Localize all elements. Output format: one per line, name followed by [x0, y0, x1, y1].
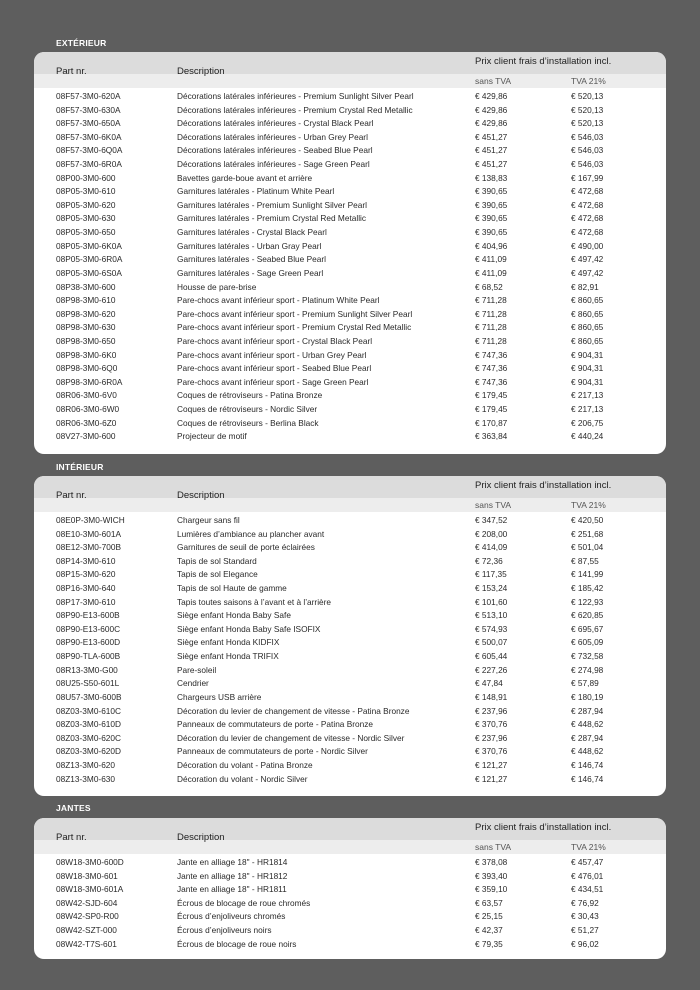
price-sans-tva: € 429,86: [475, 91, 508, 101]
price-tva: € 440,24: [571, 431, 604, 442]
part-number: 08P38-3M0-600: [56, 281, 116, 292]
part-number: 08W18-3M0-600D: [56, 857, 124, 867]
column-header-tva: TVA 21%: [571, 500, 606, 510]
price-sans-tva: € 711,28: [475, 322, 507, 333]
table-row: [34, 281, 666, 295]
part-number: 08F57-3M0-6R0A: [56, 159, 122, 170]
price-tva: € 472,68: [571, 227, 604, 238]
table-row: [34, 144, 666, 158]
description: Garnitures latérales - Crystal Black Pearl: [177, 227, 327, 238]
price-sans-tva: € 429,86: [475, 118, 508, 129]
part-number: 08Z03-3M0-610D: [56, 719, 122, 730]
description: Tapis toutes saisons à l’avant et à l’arrière: [177, 596, 332, 607]
part-number: 08F57-3M0-6K0A: [56, 131, 122, 142]
description: Décoration du volant - Patina Bronze: [177, 759, 313, 770]
price-tva: € 546,03: [571, 145, 604, 156]
column-header-part: Part nr.: [56, 66, 87, 77]
description: Projecteur de motif: [177, 431, 247, 442]
description: Garnitures latérales - Seabed Blue Pearl: [177, 254, 326, 265]
description: Pare-chocs avant inférieur sport - Sage Green Pearl: [177, 376, 369, 387]
table-row: [34, 117, 666, 131]
description: Coques de rétroviseurs - Berlina Black: [177, 417, 319, 428]
description: Pare-soleil: [177, 664, 217, 675]
part-number: 08Z13-3M0-620: [56, 759, 116, 770]
price-tva: € 520,13: [571, 104, 604, 115]
part-number: 08P98-3M0-6K0: [56, 349, 117, 360]
table-row: [34, 185, 666, 199]
part-number: 08P98-3M0-620: [56, 308, 116, 319]
part-number: 08U57-3M0-600B: [56, 691, 122, 702]
price-sans-tva: € 121,27: [475, 759, 508, 770]
table-body: [34, 854, 666, 951]
price-sans-tva: € 138,83: [475, 172, 508, 183]
part-number: 08R06-3M0-6Z0: [56, 417, 117, 428]
table-row: [34, 90, 666, 104]
description: Écrous d’enjoliveurs chromés: [177, 911, 286, 922]
part-number: 08P05-3M0-6R0A: [56, 254, 123, 265]
description: Siège enfant Honda Baby Safe ISOFIX: [177, 623, 321, 634]
price-tva: € 420,50: [571, 515, 604, 525]
column-header-price: Prix client frais d’installation incl.: [475, 480, 612, 491]
part-number: 08P14-3M0-610: [56, 555, 116, 566]
part-number: 08W42-SJD-604: [56, 897, 118, 908]
table-row: [34, 541, 666, 555]
description: Pare-chocs avant inférieur sport - Premium Sunlight Silver Pearl: [177, 308, 413, 319]
description: Décorations latérales inférieures - Sage Green Pearl: [177, 159, 370, 170]
price-sans-tva: € 347,52: [475, 515, 508, 525]
description: Jante en alliage 18" - HR1811: [177, 884, 287, 895]
part-number: 08W18-3M0-601A: [56, 884, 124, 895]
price-sans-tva: € 68,52: [475, 281, 503, 292]
description: Écrous de blocage de roue noirs: [177, 938, 297, 949]
price-tva: € 904,31: [571, 376, 604, 387]
table-row: [34, 568, 666, 582]
table-row: [34, 267, 666, 281]
column-header-sans-tva: sans TVA: [475, 500, 512, 510]
table-row: [34, 212, 666, 226]
price-sans-tva: € 747,36: [475, 376, 508, 387]
table-row: [34, 240, 666, 254]
table-row: [34, 636, 666, 650]
description: Coques de rétroviseurs - Patina Bronze: [177, 390, 323, 401]
price-tva: € 287,94: [571, 705, 604, 716]
table-row: [34, 403, 666, 417]
column-header-part: Part nr.: [56, 490, 87, 501]
description: Écrous d’enjoliveurs noirs: [177, 925, 272, 936]
price-sans-tva: € 605,44: [475, 651, 508, 662]
price-sans-tva: € 359,10: [475, 884, 508, 895]
price-tva: € 520,13: [571, 118, 604, 129]
part-number: 08F57-3M0-6Q0A: [56, 145, 123, 156]
description: Tapis de sol Haute de gamme: [177, 583, 287, 594]
description: Décorations latérales inférieures - Premium Crystal Red Metallic: [177, 104, 413, 115]
part-number: 08P98-3M0-610: [56, 295, 116, 306]
part-number: 08P05-3M0-6S0A: [56, 267, 122, 278]
price-tva: € 732,58: [571, 651, 604, 662]
price-tva: € 497,42: [571, 267, 604, 278]
part-number: 08W18-3M0-601: [56, 870, 118, 881]
price-sans-tva: € 148,91: [475, 691, 508, 702]
column-header-part: Part nr.: [56, 832, 87, 843]
table-row: [34, 349, 666, 363]
price-tva: € 122,93: [571, 596, 604, 607]
part-number: 08F57-3M0-630A: [56, 104, 121, 115]
part-number: 08P98-3M0-630: [56, 322, 116, 333]
price-tva: € 448,62: [571, 719, 604, 730]
price-sans-tva: € 79,35: [475, 938, 503, 949]
part-number: 08F57-3M0-620A: [56, 91, 121, 101]
part-number: 08P05-3M0-650: [56, 227, 116, 238]
price-sans-tva: € 208,00: [475, 528, 508, 539]
price-tva: € 96,02: [571, 938, 599, 949]
description: Garnitures de seuil de porte éclairées: [177, 542, 315, 553]
price-sans-tva: € 414,09: [475, 542, 508, 553]
price-tva: € 860,65: [571, 308, 604, 319]
table-row: [34, 199, 666, 213]
part-number: 08P17-3M0-610: [56, 596, 116, 607]
part-number: 08W42-SZT-000: [56, 925, 117, 936]
part-number: 08P90-E13-600C: [56, 623, 121, 634]
price-sans-tva: € 101,60: [475, 596, 508, 607]
price-sans-tva: € 390,65: [475, 227, 508, 238]
description: Pare-chocs avant inférieur sport - Crystal Black Pearl: [177, 335, 373, 346]
column-header-price: Prix client frais d’installation incl.: [475, 822, 612, 833]
table-row: [34, 514, 666, 528]
part-number: 08P98-3M0-650: [56, 335, 116, 346]
price-sans-tva: € 411,09: [475, 267, 507, 278]
description: Jante en alliage 18" - HR1812: [177, 870, 288, 881]
description: Chargeurs USB arrière: [177, 691, 262, 702]
price-sans-tva: € 370,76: [475, 719, 508, 730]
part-number: 08P05-3M0-610: [56, 186, 116, 197]
table-header: [34, 476, 666, 512]
description: Décorations latérales inférieures - Urban Grey Pearl: [177, 131, 368, 142]
price-tva: € 51,27: [571, 925, 599, 936]
price-sans-tva: € 451,27: [475, 159, 508, 170]
price-tva: € 501,04: [571, 542, 604, 553]
price-tva: € 87,55: [571, 555, 599, 566]
part-number: 08R06-3M0-6V0: [56, 390, 117, 401]
table-row: [34, 596, 666, 610]
description: Siège enfant Honda TRIFIX: [177, 651, 279, 662]
price-sans-tva: € 179,45: [475, 390, 508, 401]
description: Décoration du levier de changement de vitesse - Nordic Silver: [177, 732, 405, 743]
price-sans-tva: € 390,65: [475, 213, 508, 224]
price-sans-tva: € 390,65: [475, 186, 508, 197]
price-sans-tva: € 378,08: [475, 857, 508, 867]
part-number: 08Z13-3M0-630: [56, 773, 116, 784]
price-tva: € 206,75: [571, 417, 604, 428]
price-tva: € 695,67: [571, 623, 604, 634]
part-number: 08W42-T7S-601: [56, 938, 117, 949]
description: Pare-chocs avant inférieur sport - Urban Grey Pearl: [177, 349, 367, 360]
part-number: 08R13-3M0-G00: [56, 664, 118, 675]
table-row: [34, 131, 666, 145]
price-tva: € 287,94: [571, 732, 604, 743]
description: Décoration du levier de changement de vitesse - Patina Bronze: [177, 705, 410, 716]
part-number: 08E12-3M0-700B: [56, 542, 122, 553]
description: Garnitures latérales - Sage Green Pearl: [177, 267, 324, 278]
price-tva: € 546,03: [571, 131, 604, 142]
table-row: [34, 528, 666, 542]
description: Siège enfant Honda Baby Safe: [177, 610, 291, 621]
table-row: [34, 883, 666, 897]
price-sans-tva: € 390,65: [475, 199, 508, 210]
price-tva: € 520,13: [571, 91, 604, 101]
price-tva: € 30,43: [571, 911, 599, 922]
description: Décoration du volant - Nordic Silver: [177, 773, 308, 784]
price-sans-tva: € 711,28: [475, 308, 507, 319]
description: Tapis de sol Elegance: [177, 569, 258, 580]
part-number: 08Z03-3M0-620D: [56, 746, 122, 757]
price-sans-tva: € 393,40: [475, 870, 508, 881]
table-row: [34, 104, 666, 118]
description: Chargeur sans fil: [177, 515, 240, 525]
price-tva: € 497,42: [571, 254, 604, 265]
description: Cendrier: [177, 678, 209, 689]
part-number: 08P15-3M0-620: [56, 569, 116, 580]
price-sans-tva: € 429,86: [475, 104, 508, 115]
description: Tapis de sol Standard: [177, 555, 257, 566]
table-header: [34, 818, 666, 854]
price-tva: € 860,65: [571, 322, 604, 333]
part-number: 08R06-3M0-6W0: [56, 404, 120, 415]
price-sans-tva: € 404,96: [475, 240, 508, 251]
part-number: 08F57-3M0-650A: [56, 118, 121, 129]
part-number: 08P98-3M0-6Q0: [56, 363, 118, 374]
price-tva: € 904,31: [571, 349, 604, 360]
column-header-tva: TVA 21%: [571, 76, 606, 86]
price-tva: € 904,31: [571, 363, 604, 374]
description: Écrous de blocage de roue chromés: [177, 897, 311, 908]
table-row: [34, 417, 666, 431]
price-tva: € 860,65: [571, 335, 604, 346]
price-sans-tva: € 227,26: [475, 664, 508, 675]
table-row: [34, 664, 666, 678]
table-row: [34, 924, 666, 938]
table-row: [34, 705, 666, 719]
price-tva: € 457,47: [571, 857, 604, 867]
part-number: 08P05-3M0-620: [56, 199, 116, 210]
table-row: [34, 718, 666, 732]
price-tva: € 146,74: [571, 773, 604, 784]
table-row: [34, 650, 666, 664]
description: Garnitures latérales - Premium Sunlight Silver Pearl: [177, 199, 367, 210]
table-header: [34, 52, 666, 88]
price-tva: € 546,03: [571, 159, 604, 170]
description: Décorations latérales inférieures - Crystal Black Pearl: [177, 118, 374, 129]
description: Panneaux de commutateurs de porte - Patina Bronze: [177, 719, 374, 730]
price-tva: € 185,42: [571, 583, 604, 594]
parts-table-interieur: [34, 476, 666, 796]
price-tva: € 605,09: [571, 637, 604, 648]
price-tva: € 180,19: [571, 691, 604, 702]
price-sans-tva: € 370,76: [475, 746, 508, 757]
table-row: [34, 897, 666, 911]
table-row: [34, 172, 666, 186]
table-row: [34, 376, 666, 390]
description: Housse de pare-brise: [177, 281, 257, 292]
table-row: [34, 158, 666, 172]
section-title-jantes: JANTES: [56, 803, 91, 813]
price-tva: € 472,68: [571, 213, 604, 224]
part-number: 08P90-E13-600D: [56, 637, 121, 648]
column-header-description: Description: [177, 66, 225, 77]
description: Lumières d’ambiance au plancher avant: [177, 528, 325, 539]
price-sans-tva: € 411,09: [475, 254, 507, 265]
price-tva: € 448,62: [571, 746, 604, 757]
price-sans-tva: € 451,27: [475, 131, 508, 142]
table-row: [34, 253, 666, 267]
price-sans-tva: € 711,28: [475, 295, 507, 306]
parts-table-exterieur: [34, 52, 666, 454]
part-number: 08P05-3M0-6K0A: [56, 240, 122, 251]
column-header-description: Description: [177, 832, 225, 843]
table-row: [34, 294, 666, 308]
table-row: [34, 773, 666, 787]
price-tva: € 167,99: [571, 172, 604, 183]
description: Coques de rétroviseurs - Nordic Silver: [177, 404, 318, 415]
description: Jante en alliage 18" - HR1814: [177, 857, 288, 867]
table-row: [34, 910, 666, 924]
column-header-sans-tva: sans TVA: [475, 76, 512, 86]
price-sans-tva: € 117,35: [475, 569, 507, 580]
description: Pare-chocs avant inférieur sport - Platinum White Pearl: [177, 295, 380, 306]
table-row: [34, 226, 666, 240]
price-sans-tva: € 121,27: [475, 773, 508, 784]
section-title-exterieur: EXTÉRIEUR: [56, 38, 107, 48]
section-title-interieur: INTÉRIEUR: [56, 462, 104, 472]
part-number: 08Z03-3M0-620C: [56, 732, 122, 743]
price-sans-tva: € 500,07: [475, 637, 508, 648]
price-sans-tva: € 451,27: [475, 145, 508, 156]
description: Décorations latérales inférieures - Seabed Blue Pearl: [177, 145, 373, 156]
price-tva: € 490,00: [571, 240, 604, 251]
part-number: 08P05-3M0-630: [56, 213, 116, 224]
description: Garnitures latérales - Platinum White Pearl: [177, 186, 335, 197]
price-sans-tva: € 237,96: [475, 705, 508, 716]
table-body: [34, 512, 666, 786]
price-tva: € 146,74: [571, 759, 604, 770]
table-row: [34, 745, 666, 759]
table-row: [34, 335, 666, 349]
price-sans-tva: € 42,37: [475, 925, 503, 936]
table-row: [34, 759, 666, 773]
part-number: 08V27-3M0-600: [56, 431, 116, 442]
table-row: [34, 308, 666, 322]
table-body: [34, 88, 666, 444]
price-tva: € 251,68: [571, 528, 604, 539]
table-row: [34, 691, 666, 705]
price-sans-tva: € 63,57: [475, 897, 503, 908]
table-row: [34, 389, 666, 403]
price-tva: € 434,51: [571, 884, 604, 895]
table-row: [34, 938, 666, 952]
price-sans-tva: € 72,36: [475, 555, 503, 566]
price-sans-tva: € 237,96: [475, 732, 508, 743]
table-row: [34, 732, 666, 746]
price-tva: € 274,98: [571, 664, 604, 675]
table-row: [34, 582, 666, 596]
part-number: 08P16-3M0-640: [56, 583, 116, 594]
table-row: [34, 362, 666, 376]
column-header-price: Prix client frais d’installation incl.: [475, 56, 612, 67]
description: Siège enfant Honda KIDFIX: [177, 637, 280, 648]
price-sans-tva: € 170,87: [475, 417, 508, 428]
price-tva: € 620,85: [571, 610, 604, 621]
description: Bavettes garde-boue avant et arrière: [177, 172, 313, 183]
table-row: [34, 609, 666, 623]
table-row: [34, 870, 666, 884]
table-row: [34, 555, 666, 569]
parts-table-jantes: [34, 818, 666, 959]
description: Décorations latérales inférieures - Premium Sunlight Silver Pearl: [177, 91, 414, 101]
table-row: [34, 623, 666, 637]
price-sans-tva: € 513,10: [475, 610, 508, 621]
table-row: [34, 321, 666, 335]
description: Pare-chocs avant inférieur sport - Premium Crystal Red Metallic: [177, 322, 412, 333]
price-tva: € 472,68: [571, 199, 604, 210]
price-tva: € 217,13: [571, 390, 604, 401]
description: Panneaux de commutateurs de porte - Nordic Silver: [177, 746, 368, 757]
price-tva: € 57,89: [571, 678, 599, 689]
price-tva: € 476,01: [571, 870, 604, 881]
price-sans-tva: € 25,15: [475, 911, 503, 922]
part-number: 08E10-3M0-601A: [56, 528, 122, 539]
price-sans-tva: € 574,93: [475, 623, 508, 634]
price-sans-tva: € 47,84: [475, 678, 503, 689]
price-tva: € 860,65: [571, 295, 604, 306]
part-number: 08W42-SP0-R00: [56, 911, 119, 922]
table-row: [34, 677, 666, 691]
price-sans-tva: € 747,36: [475, 363, 508, 374]
price-sans-tva: € 153,24: [475, 583, 508, 594]
part-number: 08P90-TLA-600B: [56, 651, 121, 662]
part-number: 08P00-3M0-600: [56, 172, 116, 183]
price-tva: € 217,13: [571, 404, 604, 415]
part-number: 08U25-S50-601L: [56, 678, 120, 689]
price-tva: € 82,91: [571, 281, 599, 292]
price-sans-tva: € 179,45: [475, 404, 508, 415]
table-row: [34, 430, 666, 444]
part-number: 08P98-3M0-6R0A: [56, 376, 123, 387]
price-tva: € 76,92: [571, 897, 599, 908]
column-header-tva: TVA 21%: [571, 842, 606, 852]
price-sans-tva: € 747,36: [475, 349, 508, 360]
column-header-description: Description: [177, 490, 225, 501]
part-number: 08E0P-3M0-WICH: [56, 515, 125, 525]
description: Garnitures latérales - Urban Gray Pearl: [177, 240, 322, 251]
description: Pare-chocs avant inférieur sport - Seabed Blue Pearl: [177, 363, 372, 374]
price-tva: € 472,68: [571, 186, 604, 197]
price-sans-tva: € 363,84: [475, 431, 508, 442]
price-tva: € 141,99: [571, 569, 604, 580]
part-number: 08Z03-3M0-610C: [56, 705, 122, 716]
table-row: [34, 856, 666, 870]
part-number: 08P90-E13-600B: [56, 610, 120, 621]
description: Garnitures latérales - Premium Crystal Red Metallic: [177, 213, 367, 224]
column-header-sans-tva: sans TVA: [475, 842, 512, 852]
price-sans-tva: € 711,28: [475, 335, 507, 346]
